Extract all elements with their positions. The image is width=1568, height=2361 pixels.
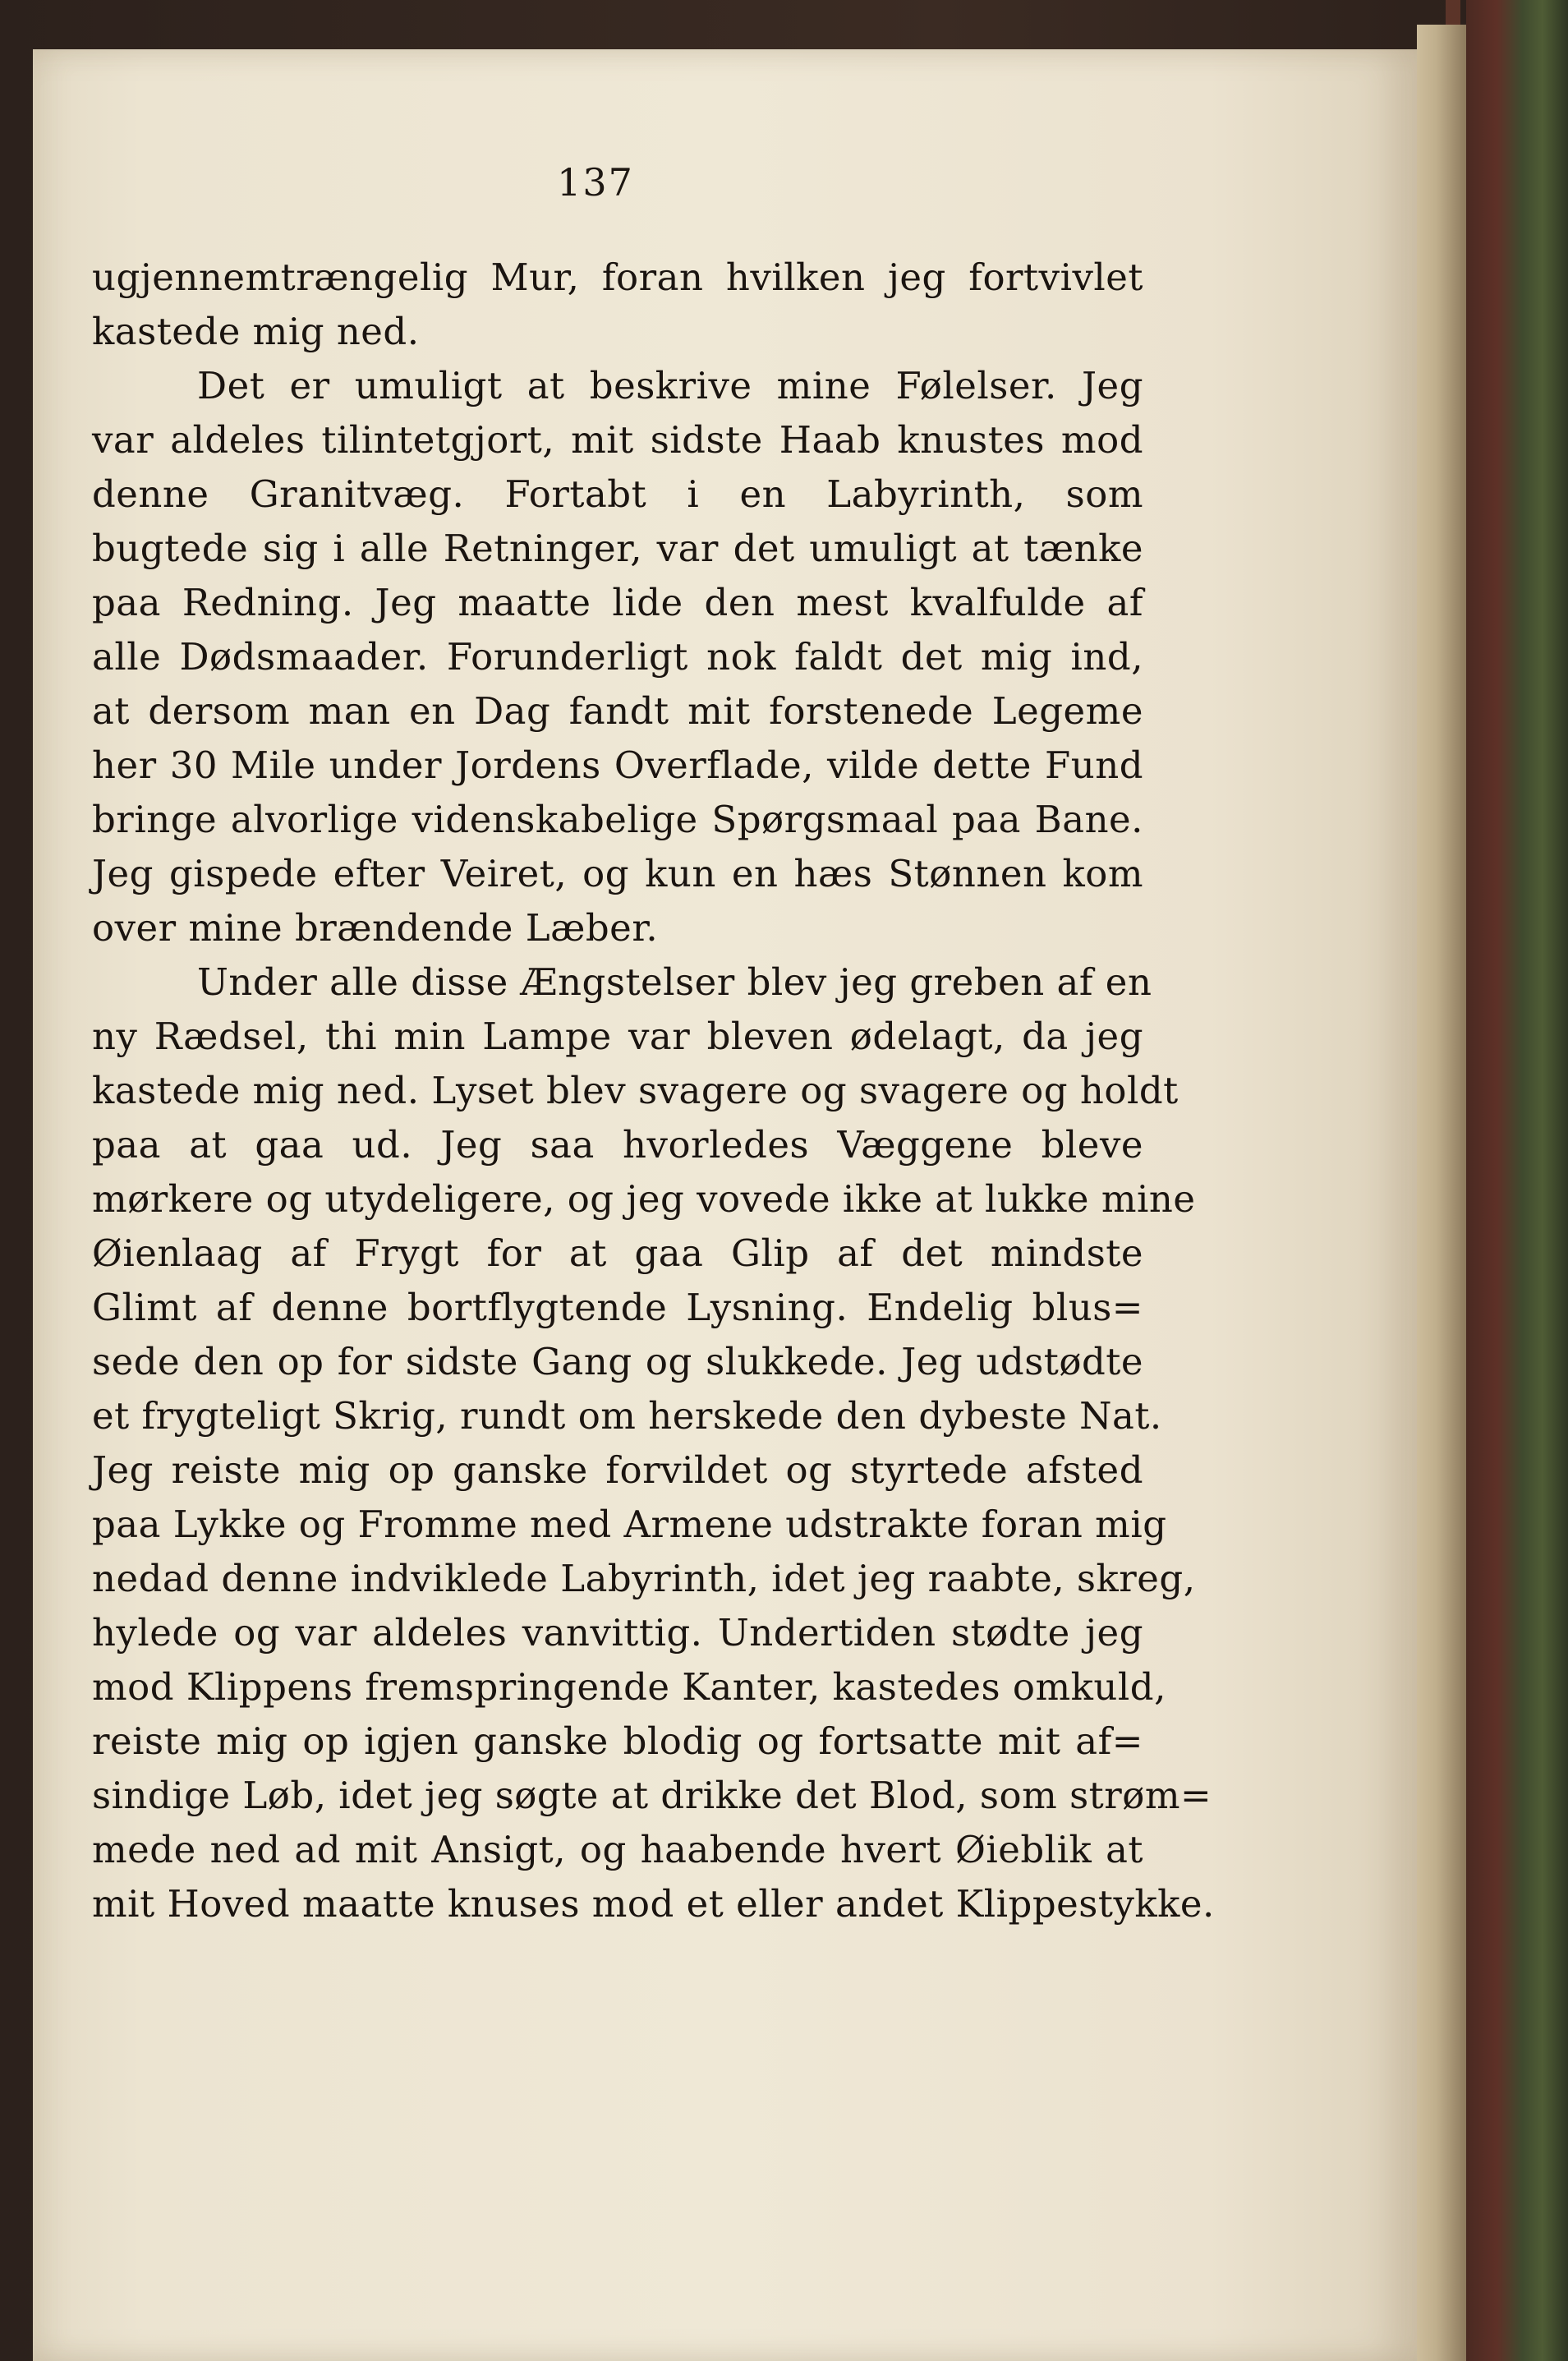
text-line: Øienlaag af Frygt for at gaa Glip af det mindste [92,1231,1143,1275]
page-gutter [1417,25,1466,2361]
book-binding [1466,0,1568,2361]
text-line: var aldeles tilintetgjort, mit sidste Haab knustes mod [92,418,1143,462]
text-line: paa Redning. Jeg maatte lide den mest kvalfulde af [92,581,1143,624]
text-line: sede den op for sidste Gang og slukkede. Jeg udstødte [92,1340,1143,1383]
text-line: reiste mig op igjen ganske blodig og fortsatte mit af= [92,1719,1143,1763]
text-line: hylede og var aldeles vanvittig. Undertiden stødte jeg [92,1611,1143,1655]
text-line: Glimt af denne bortflygtende Lysning. Endelig blus= [92,1286,1143,1329]
text-line: mede ned ad mit Ansigt, og haabende hvert Øieblik at [92,1828,1143,1871]
text-line: mørkere og utydeligere, og jeg vovede ikke at lukke mine [92,1177,1196,1221]
text-line: ny Rædsel, thi min Lampe var bleven ødelagt, da jeg [92,1015,1143,1058]
text-line: over mine brændende Læber. [92,906,659,950]
text-line: et frygteligt Skrig, rundt om herskede den dybeste Nat. [92,1394,1162,1438]
text-line: mit Hoved maatte knuses mod et eller andet Klippestykke. [92,1882,1215,1926]
text-line: kastede mig ned. Lyset blev svagere og svagere og holdt [92,1069,1179,1112]
text-line: kastede mig ned. [92,310,420,353]
body-text [92,251,1215,1931]
text-line: paa Lykke og Fromme med Armene udstrakte foran mig [92,1503,1167,1546]
text-line: Under alle disse Ængstelser blev jeg greben af en [197,960,1152,1004]
text-line: Jeg gispede efter Veiret, og kun en hæs Stønnen kom [92,852,1143,895]
text-line: mod Klippens fremspringende Kanter, kastedes omkuld, [92,1665,1166,1709]
page-number: 137 [557,160,634,205]
text-line: ugjennemtrængelig Mur, foran hvilken jeg fortvivlet [92,255,1143,299]
text-line: bringe alvorlige videnskabelige Spørgsmaal paa Bane. [92,798,1143,841]
text-line: sindige Løb, idet jeg søgte at drikke det Blod, som strøm= [92,1774,1212,1817]
text-line: bugtede sig i alle Retninger, var det umuligt at tænke [92,527,1143,570]
text-line: denne Granitvæg. Fortabt i en Labyrinth, som [92,472,1143,516]
text-line: nedad denne indviklede Labyrinth, idet jeg raabte, skreg, [92,1557,1196,1600]
text-line: at dersom man en Dag fandt mit forstenede Legeme [92,689,1143,733]
text-line: paa at gaa ud. Jeg saa hvorledes Væggene bleve [92,1123,1143,1167]
text-line: her 30 Mile under Jordens Overflade, vilde dette Fund [92,743,1143,787]
text-line: Det er umuligt at beskrive mine Følelser. Jeg [197,364,1143,407]
text-line: alle Dødsmaader. Forunderligt nok faldt det mig ind, [92,635,1143,679]
text-line: Jeg reiste mig op ganske forvildet og styrtede afsted [92,1448,1143,1492]
